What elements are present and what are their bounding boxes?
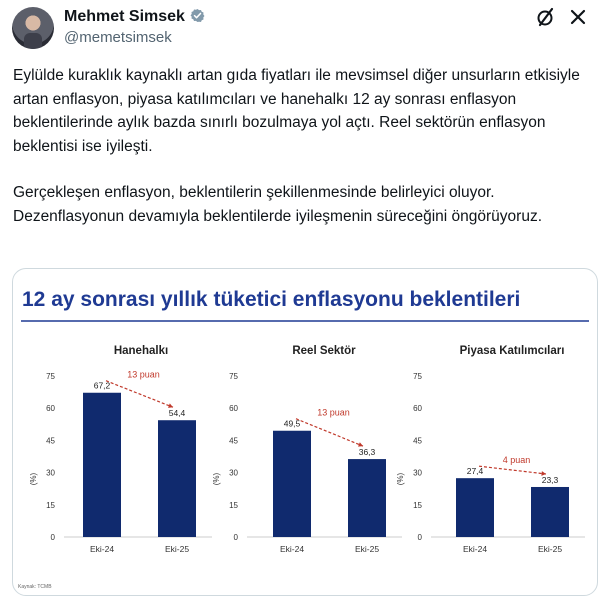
change-annotation: 13 puan	[317, 407, 350, 418]
y-tick-label: 45	[229, 436, 238, 446]
bar	[273, 431, 311, 537]
verified-badge-icon	[190, 8, 205, 23]
panel-title: Piyasa Katılımcıları	[459, 345, 565, 357]
change-arrow-line	[479, 466, 546, 474]
x-tick-label: Eki-24	[89, 544, 115, 554]
bar-value-label: 36,3	[358, 447, 376, 458]
y-axis-label: (%)	[396, 472, 405, 486]
y-tick-label: 60	[229, 404, 238, 414]
y-tick-label: 30	[413, 468, 422, 478]
y-tick-label: 45	[413, 436, 422, 446]
y-tick-label: 75	[413, 372, 422, 381]
avatar[interactable]	[12, 7, 54, 49]
close-icon[interactable]	[567, 6, 589, 28]
author-handle[interactable]: @memetsimsek	[64, 29, 172, 46]
y-tick-label: 0	[417, 533, 422, 542]
author-name[interactable]	[64, 8, 205, 26]
author-name-text[interactable]: Mehmet Simsek	[64, 8, 185, 25]
bar-value-label: 49,5	[283, 418, 301, 429]
y-tick-label: 15	[413, 500, 422, 510]
x-tick-label: Eki-24	[279, 544, 305, 554]
bar-value-label: 27,4	[466, 466, 484, 477]
y-tick-label: 0	[233, 533, 238, 542]
y-tick-label: 75	[46, 372, 55, 381]
y-tick-label: 30	[229, 468, 238, 478]
panel-title: Hanehalkı	[113, 345, 169, 357]
x-tick-label: Eki-25	[537, 544, 563, 554]
bar	[531, 487, 569, 537]
charts-group	[29, 345, 585, 554]
y-tick-label: 60	[413, 404, 422, 414]
source-note: Kaynak: TCMB	[18, 584, 52, 590]
y-tick-label: 75	[229, 372, 238, 381]
chart-card-title: 12 ay sonrası yıllık tüketici enflasyonu beklentileri	[22, 288, 521, 311]
chart-figure	[13, 269, 597, 595]
bar-value-label: 54,4	[168, 408, 186, 419]
grok-slash-icon[interactable]	[535, 6, 557, 28]
x-tick-label: Eki-24	[462, 544, 488, 554]
bar	[83, 393, 121, 537]
x-tick-label: Eki-25	[164, 544, 190, 554]
change-annotation: 4 puan	[502, 455, 531, 466]
tweet-paragraph-2: Gerçekleşen enflasyon, beklentilerin şekillenmesinde belirleyici oluyor. Dezenflasyonun devamıyla beklentilerde iyileşmenin süreceğini öngörüyoruz.	[13, 184, 543, 225]
y-tick-label: 30	[46, 468, 55, 478]
y-tick-label: 45	[46, 436, 55, 446]
change-annotation: 13 puan	[127, 369, 160, 380]
y-tick-label: 60	[46, 404, 55, 414]
y-tick-label: 15	[229, 500, 238, 510]
chart-image-card[interactable]	[12, 268, 598, 596]
y-tick-label: 0	[50, 533, 55, 542]
tweet-text	[13, 64, 598, 228]
panel-title: Reel Sektör	[292, 345, 356, 357]
x-tick-label: Eki-25	[354, 544, 380, 554]
y-axis-label: (%)	[212, 472, 221, 486]
bar-value-label: 23,3	[541, 474, 559, 485]
bar	[456, 478, 494, 537]
tweet-paragraph-1: Eylülde kuraklık kaynaklı artan gıda fiyatları ile mevsimsel diğer unsurların etkisiyle artan enflasyon, piyasa katılımcıları ve hanehalkı 12 ay sonrası enflasyon beklentilerinde aylık bazda sınırlı bozulmaya yol açtı. Reel sektörün enflasyon beklentisi ise iyileşti.	[13, 67, 580, 155]
bar-value-label: 67,2	[93, 380, 111, 391]
bar	[158, 420, 196, 537]
y-tick-label: 15	[46, 500, 55, 510]
bar	[348, 459, 386, 537]
y-axis-label: (%)	[29, 472, 38, 486]
